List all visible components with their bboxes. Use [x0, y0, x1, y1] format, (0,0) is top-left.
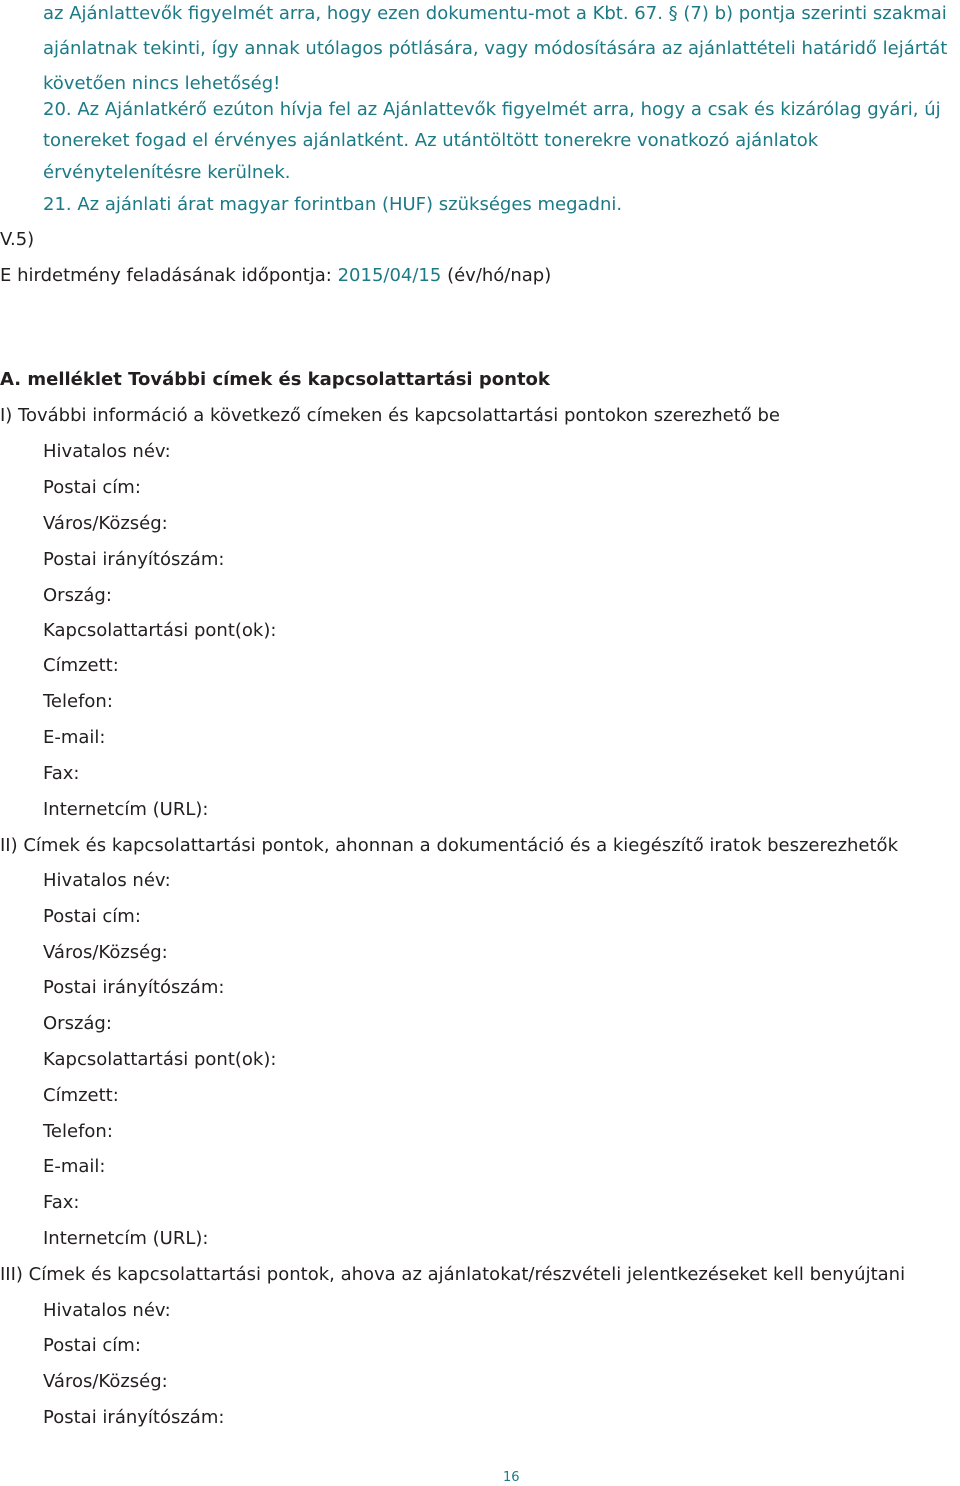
- s1-field-official-name: Hivatalos név:: [43, 441, 171, 462]
- s1-field-phone: Telefon:: [43, 691, 113, 712]
- publication-label: E hirdetmény feladásának időpontja:: [0, 265, 338, 286]
- s2-field-official-name: Hivatalos név:: [43, 870, 171, 891]
- section-ii-heading: II) Címek és kapcsolattartási pontok, ahonnan a dokumentáció és a kiegészítő iratok beszerezhetők: [0, 835, 898, 856]
- s2-field-city: Város/Község:: [43, 942, 168, 963]
- s3-field-official-name: Hivatalos név:: [43, 1300, 171, 1321]
- s2-field-email: E-mail:: [43, 1156, 106, 1177]
- s1-field-addressee: Címzett:: [43, 655, 119, 676]
- s3-field-city: Város/Község:: [43, 1371, 168, 1392]
- s2-field-country: Ország:: [43, 1013, 112, 1034]
- s2-field-phone: Telefon:: [43, 1121, 113, 1142]
- intro-line-1: az Ajánlattevők figyelmét arra, hogy ezen dokumentu-mot a Kbt. 67. § (7) b) pontja szerinti szakmai: [43, 3, 947, 24]
- intro-line-3: követően nincs lehetőség!: [43, 73, 281, 94]
- s1-field-url: Internetcím (URL):: [43, 799, 209, 820]
- s1-field-fax: Fax:: [43, 763, 80, 784]
- section-iii-heading: III) Címek és kapcsolattartási pontok, ahova az ajánlatokat/részvételi jelentkezéseket kell benyújtani: [0, 1264, 906, 1285]
- intro-line-2: ajánlatnak tekinti, így annak utólagos pótlására, vagy módosítására az ajánlattételi határidő lejártát: [43, 38, 948, 59]
- s1-field-country: Ország:: [43, 585, 112, 606]
- intro-line-4: 20. Az Ajánlatkérő ezúton hívja fel az Ajánlattevők figyelmét arra, hogy a csak és kizárólag gyári, új: [43, 99, 941, 120]
- s2-field-postal-code: Postai irányítószám:: [43, 977, 225, 998]
- annex-title: A. melléklet További címek és kapcsolattartási pontok: [0, 369, 550, 390]
- s2-field-postal-address: Postai cím:: [43, 906, 141, 927]
- s2-field-addressee: Címzett:: [43, 1085, 119, 1106]
- publication-format: (év/hó/nap): [441, 265, 552, 286]
- page-number: 16: [503, 1470, 520, 1485]
- s2-field-url: Internetcím (URL):: [43, 1228, 209, 1249]
- section-i-heading: I) További információ a következő címeken és kapcsolattartási pontokon szerezhető be: [0, 405, 780, 426]
- s3-field-postal-code: Postai irányítószám:: [43, 1407, 225, 1428]
- section-v5-label: V.5): [0, 229, 35, 250]
- s1-field-contact-points: Kapcsolattartási pont(ok):: [43, 620, 277, 641]
- intro-line-6: érvénytelenítésre kerülnek.: [43, 162, 291, 183]
- intro-line-7: 21. Az ajánlati árat magyar forintban (HUF) szükséges megadni.: [43, 194, 623, 215]
- s1-field-email: E-mail:: [43, 727, 106, 748]
- s1-field-postal-address: Postai cím:: [43, 477, 141, 498]
- s1-field-city: Város/Község:: [43, 513, 168, 534]
- publication-date-line: [0, 265, 551, 287]
- publication-date: 2015/04/15: [337, 265, 442, 286]
- s2-field-fax: Fax:: [43, 1192, 80, 1213]
- s2-field-contact-points: Kapcsolattartási pont(ok):: [43, 1049, 277, 1070]
- s1-field-postal-code: Postai irányítószám:: [43, 549, 225, 570]
- intro-line-5: tonereket fogad el érvényes ajánlatként. Az utántöltött tonerekre vonatkozó ajánlatok: [43, 130, 819, 151]
- s3-field-postal-address: Postai cím:: [43, 1335, 141, 1356]
